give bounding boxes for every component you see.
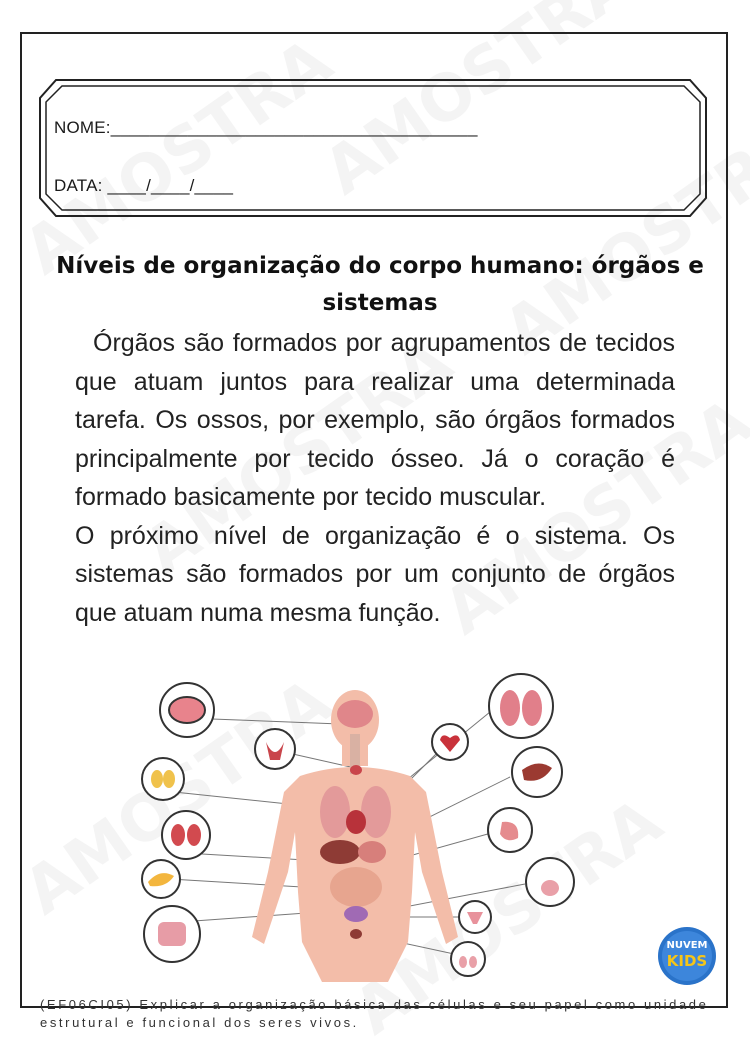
pancreas-icon [142,860,180,898]
header-frame [38,78,708,218]
title-line-2: sistemas [322,290,438,316]
body-text [75,324,675,632]
uterus-icon [459,901,491,933]
thyroid-icon [255,729,295,769]
header-box [38,78,708,218]
logo-text-bottom: KIDS [666,952,708,970]
paragraph-systems: O próximo nível de organização é o sistema. Os sistemas são formados por um conjunto de órgãos que atuam numa mesma função. [75,521,675,627]
testes-icon [451,942,485,976]
logo-text-top: NUVEM [666,940,708,951]
heart-icon [432,724,468,760]
bncc-skill-text: (EF06CI05) Explicar a organização básica das células e seu papel como unidade estrutural e funcional dos seres vivos. [40,997,709,1030]
title-line-1: Níveis de organização do corpo humano: órgãos e [56,253,704,279]
stomach-icon [488,808,532,852]
intestines-icon [144,906,200,962]
nuvem-kids-logo [651,926,723,986]
bladder-icon [526,858,574,906]
name-field[interactable]: NOME:______________________________________ [54,118,478,137]
human-body-organs-illustration [130,672,590,982]
adrenal-glands-icon [142,758,184,800]
paragraph-organs: Órgãos são formados por agrupamentos de tecidos que atuam juntos para realizar uma determinada tarefa. Os ossos, por exemplo, são órgãos formados principalmente por tecido ósseo. Já o coração é formado basicamente por tecido muscular. [75,329,675,511]
lungs-icon [489,674,553,738]
date-field[interactable]: DATA: ____/____/____ [54,176,234,195]
brain-icon [160,683,214,737]
page-title [30,248,730,322]
liver-icon [512,747,562,797]
kidneys-icon [162,811,210,859]
